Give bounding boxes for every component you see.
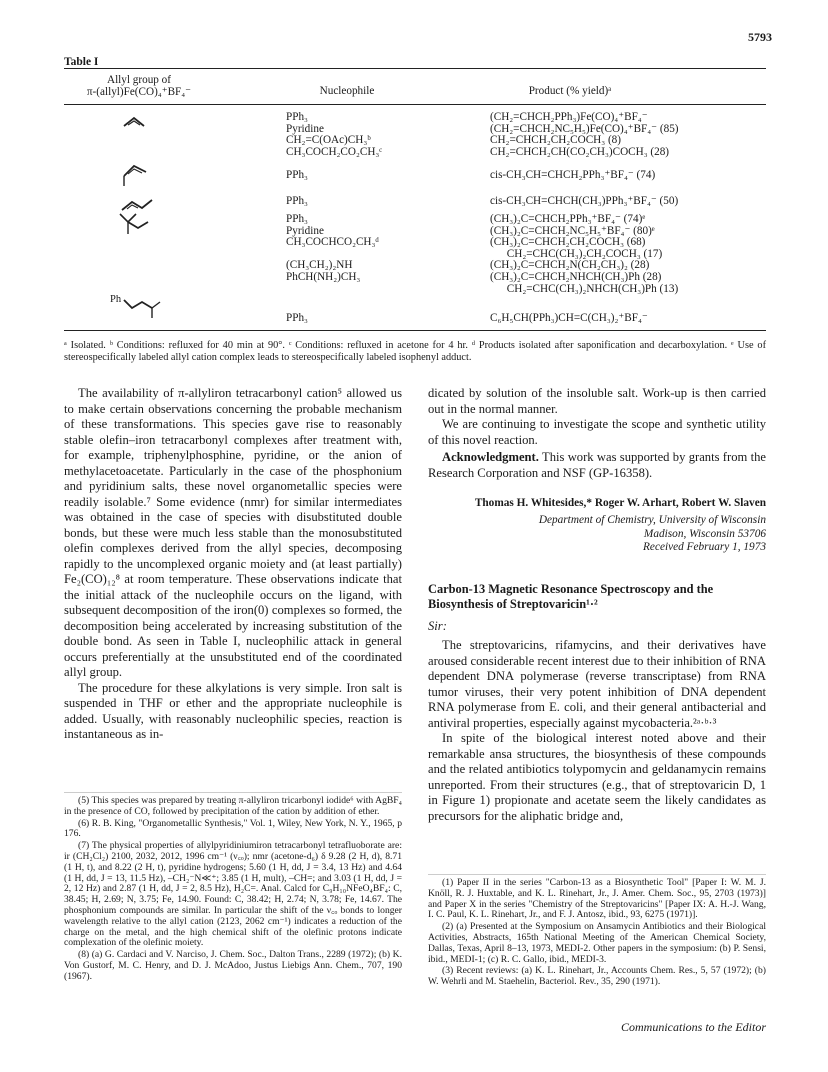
page-number: 5793 — [748, 30, 772, 44]
left-column-body — [64, 386, 402, 743]
left-footnote-divider — [64, 792, 402, 793]
footnote-7: (7) The physical properties of allylpyridiniumiron tetracarbonyl tetrafluoborate are: ir (CH₂Cl₂) 2100, 2032, 2012, 1996 cm⁻¹ (ν꜀ₒ); nmr (acetone-d₆) δ 9.28 (2 H, d), 8.71 (1 H, t), and 8.22 (2 H, t), pyridine hydrogens; 5.60 (1 H, dd, J = 3.4, 13 Hz) and 4.64 (1 H, dd, J = 13, 11.5 Hz), –CH₂⁻N≪⁺; 3.85 (1 H, mult), –CH=; and 3.03 (1 H, dd, J = 2, 12 Hz) and 2.87 (1 H, dd, J = 2, 8.5 Hz), H₂C=. Anal. Calcd for C₉H₁₀NFeO₄BF₄: C, 38.45; H, 2.69; N, 3.75; Fe, 14.90. Found: C, 38.42; H, 2.74; N, 3.78; Fe, 14.67. The phosphonium compounds are similar. In particular the shift of the ν꜀ₒ bonds to longer wavelength relative to the allyl cation (2123, 2062 cm⁻¹) indicates a reduction of the charge on the metal, and the high chemical shift of the olefinic protons indicate complexation of the olefinic moiety. — [64, 840, 402, 949]
article-title: Carbon-13 Magnetic Resonance Spectroscopy and the Biosynthesis of Streptovaricin¹·² — [428, 582, 714, 611]
right-column-body — [428, 638, 766, 824]
salutation: Sir: — [428, 619, 447, 633]
footnote-6: (6) R. B. King, "Organometallic Synthesis," Vol. 1, Wiley, New York, N. Y., 1965, p 176. — [64, 817, 402, 840]
nucleophiles-group-1: PPh₃ Pyridine CH₂=C(OAc)CH₃ᵇ CH₃COCH₂CO₂CH₃ᶜ — [286, 111, 383, 158]
left-footnotes — [64, 796, 402, 984]
nucleophiles-group-2: PPh₃ — [286, 169, 308, 181]
affiliation-line-1: Department of Chemistry, University of Wisconsin — [538, 514, 766, 526]
received-date: Received February 1, 1973 — [643, 541, 766, 553]
footnote-2: (2) (a) Presented at the Symposium on Ansamycin Antibiotics and their Biological Activities, Abstracts, 165th National Meeting of the American Chemical Society, Dallas, Texas, April 8–13, 1973, MEDI-2. Other papers in the symposium: (b) P. Sensi, ibid., MEDI-1; (c) R. C. Gallo, ibid., MEDI-3. — [428, 921, 766, 965]
products-group-4: (CH₃)₂C=CHCH₂PPh₃⁺BF₄⁻ (74)ᵉ (CH₃)₂C=CHCH₂NC₅H₅⁺BF₄⁻ (80)ᵉ (CH₃)₂C=CHCH₂CH₂COCH₃ (68) CH₂=CHC(CH₃)₂CH₂COCH₃ (17) (CH₃)₂C=CHCH₂N(CH₂CH₃)₂ (28) (CH₃)₂C=CHCH₂NHCH(CH₃)Ph (28) CH₂=CHC(CH₃)₂NHCH(CH₃)Ph (13) — [490, 213, 679, 295]
phenylallyl-icon — [122, 296, 168, 326]
table-footnotes: ᵃ Isolated. ᵇ Conditions: refluxed for 40 min at 90°. ᶜ Conditions: refluxed in acetone for 4 hr. ᵈ Products isolated after saponification and decarboxylation. ᵉ Use of stereospecifically labeled allyl cation complex leads to stereospecifically labeled isophenyl adduct. — [64, 340, 766, 363]
affiliation — [428, 514, 766, 555]
right-paragraph-1: dicated by solution of the insoluble salt. Work-up is then carried out in the normal manner. — [428, 386, 766, 416]
table-header-allyl — [64, 75, 214, 98]
right-column-top — [428, 386, 766, 481]
table-label: Table I — [64, 56, 99, 68]
table-header-nucleophile: Nucleophile — [319, 85, 375, 97]
methallyl-icon — [118, 158, 164, 188]
footnote-1: (1) Paper II in the series "Carbon-13 as a Biosynthetic Tool" [Paper I: W. M. J. Knöll, R. J. Huxtable, and K. L. Rinehart, Jr., J. Amer. Chem. Soc., 95, 2703 (1973)] and Paper X in the series "Chemistry of the Streptovaricins" [Paper IX: A. H.-J. Wang, I. C. Paul, K. L. Rinehart, Jr., and F. J. Antosz, ibid., 93, 6275 (1971)]. — [428, 877, 766, 921]
right-paragraph-4: In spite of the biological interest noted above and their remarkable ansa structures, the biosynthesis of these compounds and the related antibiotics tolypomycin and geldanamycin remains unreported. From their structures (e.g., that of streptovaricin D, 1 in Figure 1) propionate and acetate seem the likely candidates as precursors for the aliphatic bridge and, — [428, 731, 766, 823]
header-allyl-line1: Allyl group of — [106, 74, 171, 86]
products-group-3: cis-CH₃CH=CHCH(CH₃)PPh₃⁺BF₄⁻ (50) — [490, 195, 679, 207]
right-footnote-divider — [428, 874, 766, 875]
right-paragraph-3: The streptovaricins, rifamycins, and their derivatives have aroused considerable recent interest due to their inhibition of RNA dependent DNA polymerase (reverse transcriptase) from RNA tumor viruses, their very potent inhibition of DNA dependent RNA polymerase from E. coli, and their general antibacterial and antiviral properties, especially against mycobacteria.²ᵃ·ᵇ·³ — [428, 638, 766, 730]
table-bottom-rule — [64, 330, 766, 331]
journal-footer: Communications to the Editor — [621, 1020, 766, 1034]
allyl-icon — [118, 112, 164, 142]
footnote-3: (3) Recent reviews: (a) K. L. Rinehart, Jr., Accounts Chem. Res., 5, 57 (1972); (b) W. Wehrli and M. Staehelin, Bacteriol. Rev., 35, 290 (1971). — [428, 965, 766, 988]
footnote-5: (5) This species was prepared by treating π-allyliron tricarbonyl iodide⁶ with AgBF₄ in the presence of CO, followed by precipitation of the cation by addition of ether. — [64, 795, 402, 817]
nucleophiles-group-5: PPh₃ — [286, 312, 308, 324]
nucleophiles-group-4: PPh₃ Pyridine CH₃COCHCO₂CH₃ᵈ (CH₃CH₂)₂NH PhCH(NH₂)CH₃ — [286, 213, 379, 283]
left-paragraph-1: The availability of π-allyliron tetracarbonyl cation⁵ allowed us to make certain observations concerning the probable mechanism of these transformations. This species gave rise to reasonably stable olefin–iron tetracarbonyl complexes after treatment with, for example, triphenylphosphine, pyridine, or the anion of methylacetoacetate. Particularly in the case of the phosphonium and pyridinium salts, these novel organometallic species were readily isolable.⁷ Some evidence (nmr) for similar intermediates was obtained in the case of species with disubstituted double bonds, but these were much less stable than the monosubstituted olefin complexes derived from the allyl species, decomposing rapidly to the uncomplexed organic moiety and (at least partially) Fe₂(CO)₁₂⁸ at room temperature. These observations indicate that the initial attack of the nucleophile occurs on the ligand, with subsequent decomposition of the iron(0) complexes so formed, the decomposition being accelerated by increasing substitution of the double bond. As seen in Table I, nucleophilic attack in general occurs preferentially at the unsubstituted end of the coordinated allyl group. — [64, 386, 402, 679]
ack-text: This work was supported by grants from the Research Corporation and NSF (GP-16358). — [428, 450, 766, 480]
right-paragraph-2: We are continuing to investigate the scope and synthetic utility of this novel reaction. — [428, 417, 766, 447]
products-group-5: C₆H₅CH(PPh₃)CH=C(CH₃)₂⁺BF₄⁻ — [490, 312, 648, 324]
affiliation-line-2: Madison, Wisconsin 53706 — [643, 527, 766, 540]
phenyl-label: Ph — [110, 294, 122, 305]
ack-label: Acknowledgment. — [442, 450, 539, 464]
acknowledgment — [428, 450, 766, 481]
table-header-rule — [64, 104, 766, 105]
nucleophiles-group-3: PPh₃ — [286, 195, 308, 207]
right-footnotes — [428, 878, 766, 989]
products-group-2: cis-CH₃CH=CHCH₂PPh₃⁺BF₄⁻ (74) — [490, 169, 656, 181]
footnote-8: (8) (a) G. Cardaci and V. Narciso, J. Chem. Soc., Dalton Trans., 2289 (1972); (b) K. Von Gustorf, M. C. Henry, and D. J. McAdoo, Justus Liebigs Ann. Chem., 707, 190 (1967). — [64, 949, 402, 982]
products-group-1: (CH₂=CHCH₂PPh₃)Fe(CO)₄⁺BF₄⁻ (CH₂=CHCH₂NC₅H₅)Fe(CO)₄⁺BF₄⁻ (85) CH₂=CHCH₂CH₂COCH₃ (8) CH₂=CHCH₂CH(CO₂CH₃)COCH₃ (28) — [490, 111, 679, 158]
table-header-product: Product (% yield)ᵃ — [528, 85, 612, 97]
dimethylallyl-icon — [114, 208, 160, 238]
table-top-rule — [64, 68, 766, 69]
header-allyl-line2: π-(allyl)Fe(CO)₄⁺BF₄⁻ — [86, 85, 192, 98]
left-paragraph-2: The procedure for these alkylations is very simple. Iron salt is suspended in THF or ether and the appropriate nucleophile is added. Usually, with reasonably nucleophilic species, reaction is instantaneous as in- — [64, 680, 402, 741]
authors: Thomas H. Whitesides,* Roger W. Arhart, Robert W. Slaven — [474, 497, 766, 509]
